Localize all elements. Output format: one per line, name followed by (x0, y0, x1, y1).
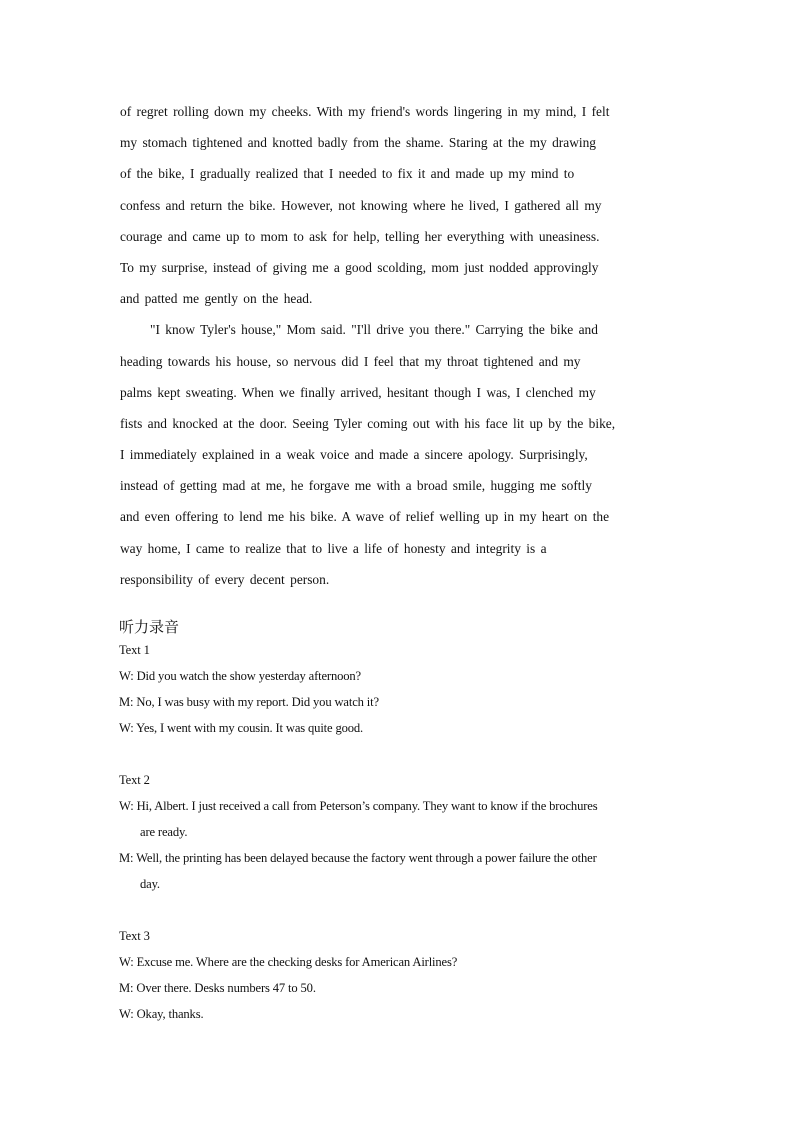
essay-line: way home, I came to realize that to live a life of honesty and integrity is a (120, 540, 547, 556)
dialogue-line: W: Yes, I went with my cousin. It was quite good. (119, 721, 364, 735)
dialogue-line: M: No, I was busy with my report. Did you watch it? (119, 695, 379, 709)
essay-line: and patted me gently on the head. (120, 291, 313, 307)
text-title: Text 3 (119, 929, 150, 943)
essay-line: fists and knocked at the door. Seeing Tyler coming out with his face lit up by the bike, (120, 415, 616, 431)
dialogue-line: M: Over there. Desks numbers 47 to 50. (119, 981, 316, 995)
dialogue-line: W: Did you watch the show yesterday afternoon? (119, 669, 361, 683)
essay-line: palms kept sweating. When we finally arrived, hesitant though I was, I clenched my (120, 384, 596, 400)
essay-line: To my surprise, instead of giving me a good scolding, mom just nodded approvingly (120, 259, 599, 275)
listening-heading: 听力录音 (119, 618, 180, 636)
dialogue-line: W: Okay, thanks. (119, 1007, 204, 1021)
listening-transcript (119, 640, 689, 1030)
dialogue-line: W: Excuse me. Where are the checking desks for American Airlines? (119, 955, 458, 969)
essay-passage (120, 101, 680, 600)
text-title: Text 2 (119, 773, 150, 787)
essay-line: heading towards his house, so nervous did I feel that my throat tightened and my (120, 353, 581, 369)
dialogue-line-continuation: are ready. (140, 825, 188, 839)
essay-line: of the bike, I gradually realized that I needed to fix it and made up my mind to (120, 166, 575, 182)
dialogue-line: M: Well, the printing has been delayed because the factory went through a power failure the other (119, 851, 597, 865)
essay-line: of regret rolling down my cheeks. With my friend's words lingering in my mind, I felt (120, 104, 610, 119)
essay-line: "I know Tyler's house," Mom said. "I'll drive you there." Carrying the bike and (150, 322, 598, 338)
essay-line: my stomach tightened and knotted badly from the shame. Staring at the my drawing (120, 135, 596, 151)
essay-line: confess and return the bike. However, not knowing where he lived, I gathered all my (120, 197, 602, 213)
text-title: Text 1 (119, 643, 150, 657)
essay-line: I immediately explained in a weak voice and made a sincere apology. Surprisingly, (120, 447, 588, 463)
dialogue-line-continuation: day. (140, 877, 160, 891)
essay-line: and even offering to lend me his bike. A wave of relief welling up in my heart on the (120, 509, 610, 525)
dialogue-line: W: Hi, Albert. I just received a call from Peterson’s company. They want to know if the brochures (119, 799, 598, 813)
spacer (119, 900, 689, 926)
essay-line: courage and came up to mom to ask for help, telling her everything with uneasiness. (120, 228, 600, 244)
essay-line: instead of getting mad at me, he forgave me with a broad smile, hugging me softly (120, 478, 592, 494)
spacer (119, 744, 689, 770)
essay-line: responsibility of every decent person. (120, 571, 330, 587)
